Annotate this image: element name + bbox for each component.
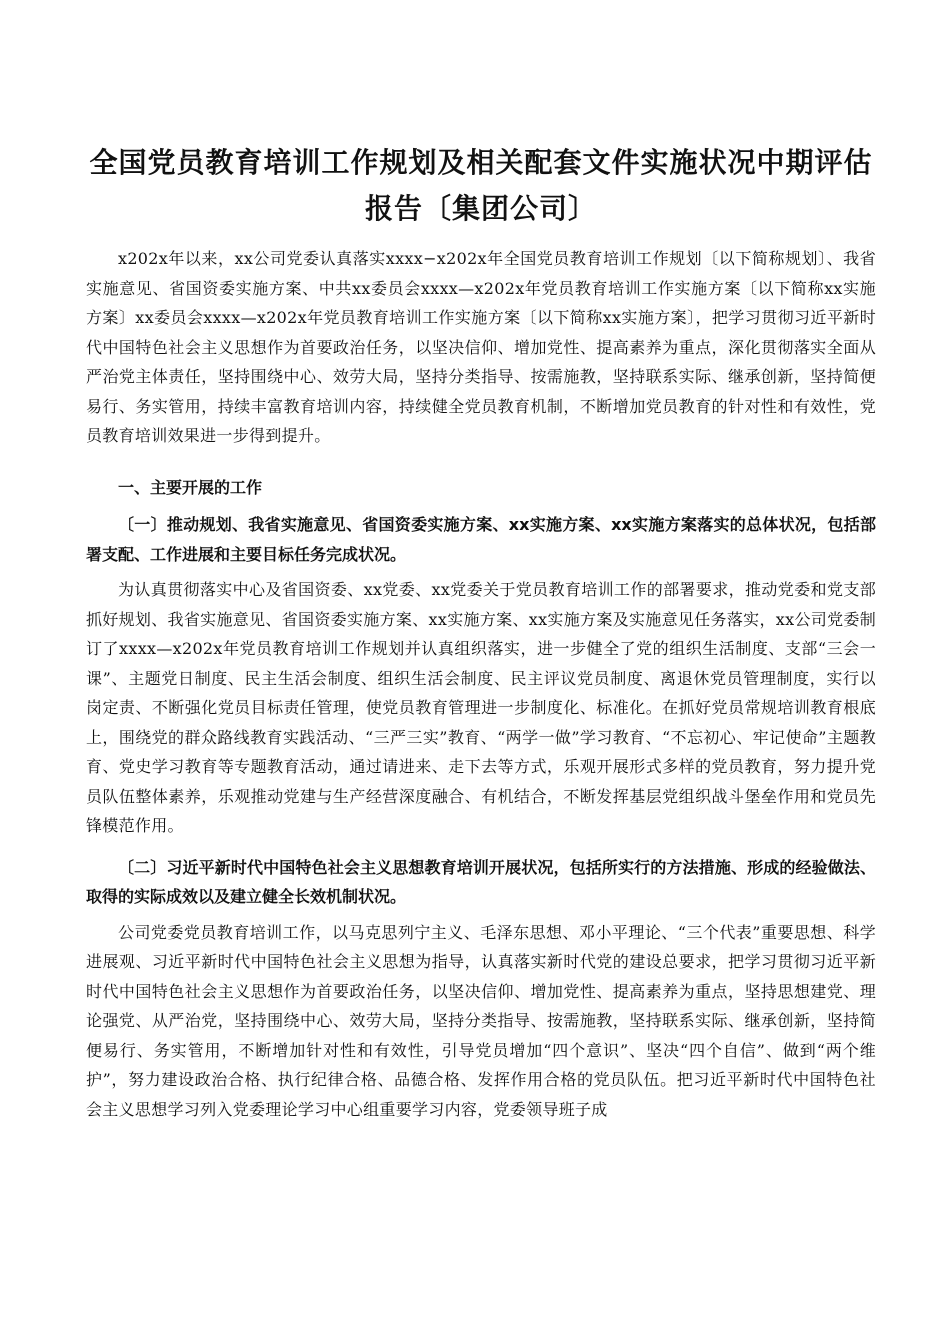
subsection-2-body: 公司党委党员教育培训工作，以马克思列宁主义、毛泽东思想、邓小平理论、“三个代表”重要思想、科学进展观、习近平新时代中国特色社会主义思想为指导，认真落实新时代党的建设总要求，把学习贯彻习近平新时代中国特色社会主义思想作为首要政治任务，以坚决信仰、增加党性、提高素养为重点，坚持思想建党、理论强党、从严治党，坚持围绕中心、效劳大局，坚持分类指导、按需施教，坚持联系实际、继承创新，坚持简便易行、务实管用，不断增加针对性和有效性，引导党员增加“四个意识”、坚决“四个自信”、做到“两个维护”，努力建设政治合格、执行纪律合格、品德合格、发挥作用合格的党员队伍。把习近平新时代中国特色社会主义思想学习列入党委理论学习中心组重要学习内容，党委领导班子成 [86,922,876,1119]
subsection-heading-2: 〔二〕习近平新时代中国特色社会主义思想教育培训开展状况，包括所实行的方法措施、形成的经验做法、取得的实际成效以及建立健全长效机制状况。 [86,857,876,906]
document-title: 全国党员教育培训工作规划及相关配套文件实施状况中期评估报告〔集团公司〕 [89,146,873,225]
subsection-heading-1: 〔一〕推动规划、我省实施意见、省国资委实施方案、xx实施方案、xx实施方案落实的总体状况，包括部署支配、工作进展和主要目标任务完成状况。 [86,515,876,564]
section-heading-main-work: 一、主要开展的工作 [118,477,263,497]
spacer [86,841,876,849]
spacer [86,451,876,459]
document-page [86,140,876,1124]
intro-paragraph: x202x年以来，xx公司党委认真落实xxxx−x202x年全国党员教育培训工作规划〔以下简称规划〕、我省实施意见、省国资委实施方案、中共xx委员会xxxx—x202x年党员教育培训工作实施方案〔以下简称xx实施方案〕xx委员会xxxx—x202x年党员教育培训工作实施方案〔以下简称xx实施方案〕，把学习贯彻习近平新时代中国特色社会主义思想作为首要政治任务，以坚决信仰、增加党性、提高素养为重点，深化贯彻落实全面从严治党主体责任，坚持围绕中心、效劳大局，坚持分类指导、按需施教，坚持联系实际、继承创新，坚持简便易行、务实管用，持续丰富教育培训内容，持续健全党员教育机制，不断增加党员教育的针对性和有效性，党员教育培训效果进一步得到提升。 [86,249,876,445]
subsection-1-body: 为认真贯彻落实中心及省国资委、xx党委、xx党委关于党员教育培训工作的部署要求，推动党委和党支部抓好规划、我省实施意见、省国资委实施方案、xx实施方案、xx实施方案及实施意见任务落实，xx公司党委制订了xxxx—x202x年党员教育培训工作规划并认真组织落实，进一步健全了党的组织生活制度、支部“三会一课”、主题党日制度、民主生活会制度、组织生活会制度、民主评议党员制度、离退休党员管理制度，实行以岗定责、不断强化党员目标责任管理，使党员教育管理进一步制度化、标准化。在抓好党员常规培训教育根底上，围绕党的群众路线教育实践活动、“三严三实”教育、“两学一做”学习教育、“不忘初心、牢记使命”主题教育、党史学习教育等专题教育活动，通过请进来、走下去等方式，乐观开展形式多样的党员教育，努力提升党员队伍整体素养，乐观推动党建与生产经营深度融合、有机结合，不断发挥基层党组织战斗堡垒作用和党员先锋模范作用。 [86,580,876,835]
